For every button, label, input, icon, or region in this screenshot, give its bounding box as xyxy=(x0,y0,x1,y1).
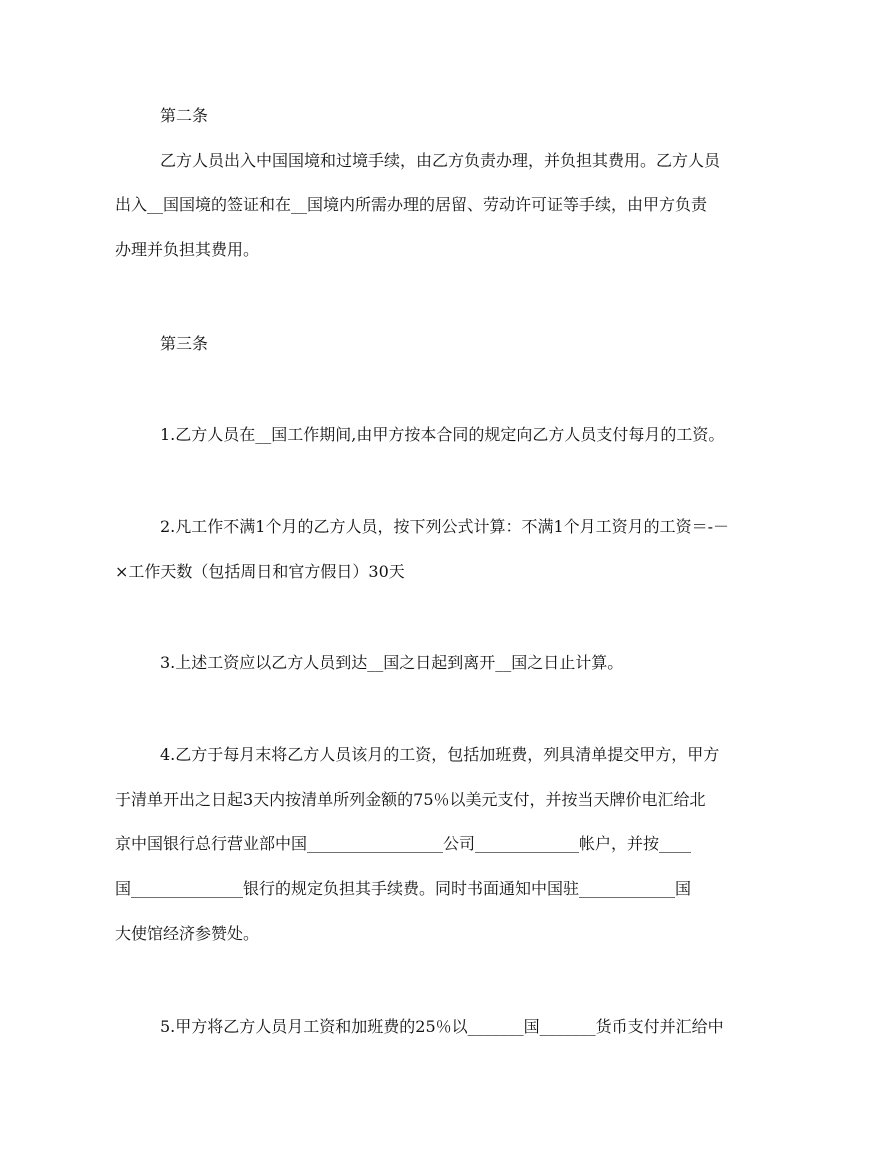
article-3-item-4-line-2: 于清单开出之日起3天内按清单所列金额的75％以美元支付，并按当天牌价电汇给北 xyxy=(115,790,706,809)
article-2-line-2: 出入__国国境的签证和在__国境内所需办理的居留、劳动许可证等手续，由甲方负责 xyxy=(115,195,708,214)
article-3-item-3: 3.上述工资应以乙方人员到达__国之日起到离开__国之日止计算。 xyxy=(160,653,624,672)
article-2-line-3: 办理并负担其费用。 xyxy=(115,240,260,259)
article-3-item-1: 1.乙方人员在__国工作期间,由甲方按本合同的规定向乙方人员支付每月的工资。 xyxy=(160,425,725,444)
article-2-line-1: 乙方人员出入中国国境和过境手续，由乙方负责办理，并负担其费用。乙方人员 xyxy=(160,151,721,170)
article-3-item-4-line-5: 大使馆经济参赞处。 xyxy=(115,924,260,943)
article-3-item-5: 5.甲方将乙方人员月工资和加班费的25％以_______国_______货币支付并汇给中 xyxy=(160,1017,724,1036)
article-3-item-2-line-1: 2.凡工作不满1个月的乙方人员，按下列公式计算：不满1个月工资月的工资＝-－ xyxy=(160,517,730,536)
article-3-item-4-line-4: 国______________银行的规定负担其手续费。同时书面通知中国驻____________国 xyxy=(115,879,692,898)
article-3-item-2-line-2: ×工作天数（包括周日和官方假日）30天 xyxy=(115,562,405,581)
article-3-item-4-line-1: 4.乙方于每月末将乙方人员该月的工资，包括加班费，列具清单提交甲方，甲方 xyxy=(160,745,720,764)
article-2-heading: 第二条 xyxy=(160,106,209,125)
article-3-heading: 第三条 xyxy=(160,334,209,353)
article-3-item-4-line-3: 京中国银行总行营业部中国_________________公司_____________帐户，并按____ xyxy=(115,834,692,853)
